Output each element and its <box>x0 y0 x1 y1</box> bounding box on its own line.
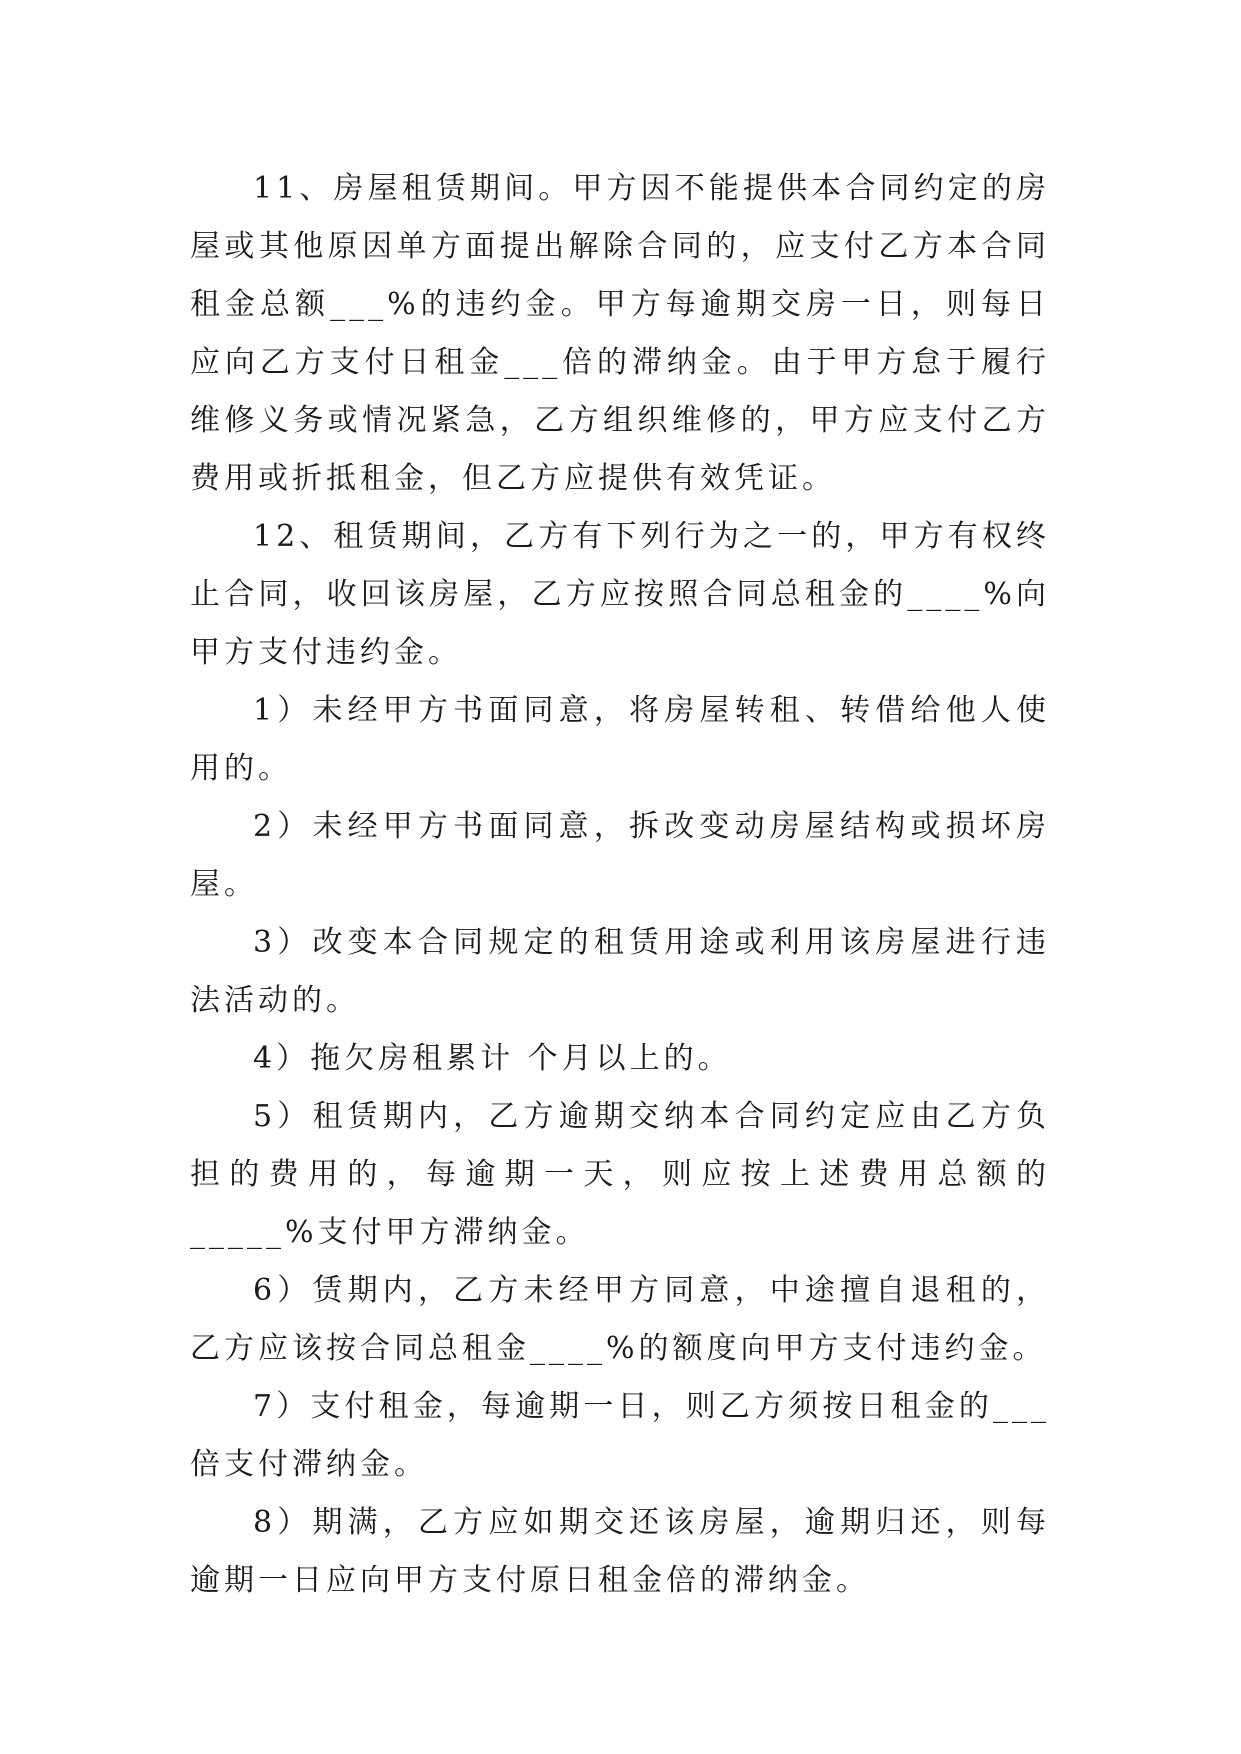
paragraph-item-1: 1）未经甲方书面同意，将房屋转租、转借给他人使用的。 <box>190 693 1050 786</box>
paragraph-item-5: 5）租赁期内，乙方逾期交纳本合同约定应由乙方负担的费用的，每逾期一天，则应按上述费用总额的_____%支付甲方滞纳金。 <box>190 1099 1050 1250</box>
paragraph-item-3: 3）改变本合同规定的租赁用途或利用该房屋进行违法活动的。 <box>190 925 1050 1018</box>
paragraph-clause-12: 12、租赁期间，乙方有下列行为之一的，甲方有权终止合同，收回该房屋，乙方应按照合同总租金的____%向甲方支付违约金。 <box>190 519 1050 670</box>
document-body <box>190 160 1050 1610</box>
paragraph-item-4: 4）拖欠房租累计 个月以上的。 <box>253 1041 732 1076</box>
paragraph-item-7: 7）支付租金，每逾期一日，则乙方须按日租金的___倍支付滞纳金。 <box>190 1389 1050 1482</box>
paragraph-item-2: 2）未经甲方书面同意，拆改变动房屋结构或损坏房屋。 <box>190 809 1050 902</box>
paragraph-clause-11: 11、房屋租赁期间。甲方因不能提供本合同约定的房屋或其他原因单方面提出解除合同的，应支付乙方本合同租金总额___%的违约金。甲方每逾期交房一日，则每日应向乙方支付日租金___倍的滞纳金。由于甲方怠于履行维修义务或情况紧急，乙方组织维修的，甲方应支付乙方费用或折抵租金，但乙方应提供有效凭证。 <box>190 171 1050 496</box>
paragraph-item-8: 8）期满，乙方应如期交还该房屋，逾期归还，则每逾期一日应向甲方支付原日租金倍的滞纳金。 <box>190 1505 1050 1598</box>
paragraph-item-6: 6）赁期内，乙方未经甲方同意，中途擅自退租的，乙方应该按合同总租金____%的额度向甲方支付违约金。 <box>190 1273 1050 1366</box>
